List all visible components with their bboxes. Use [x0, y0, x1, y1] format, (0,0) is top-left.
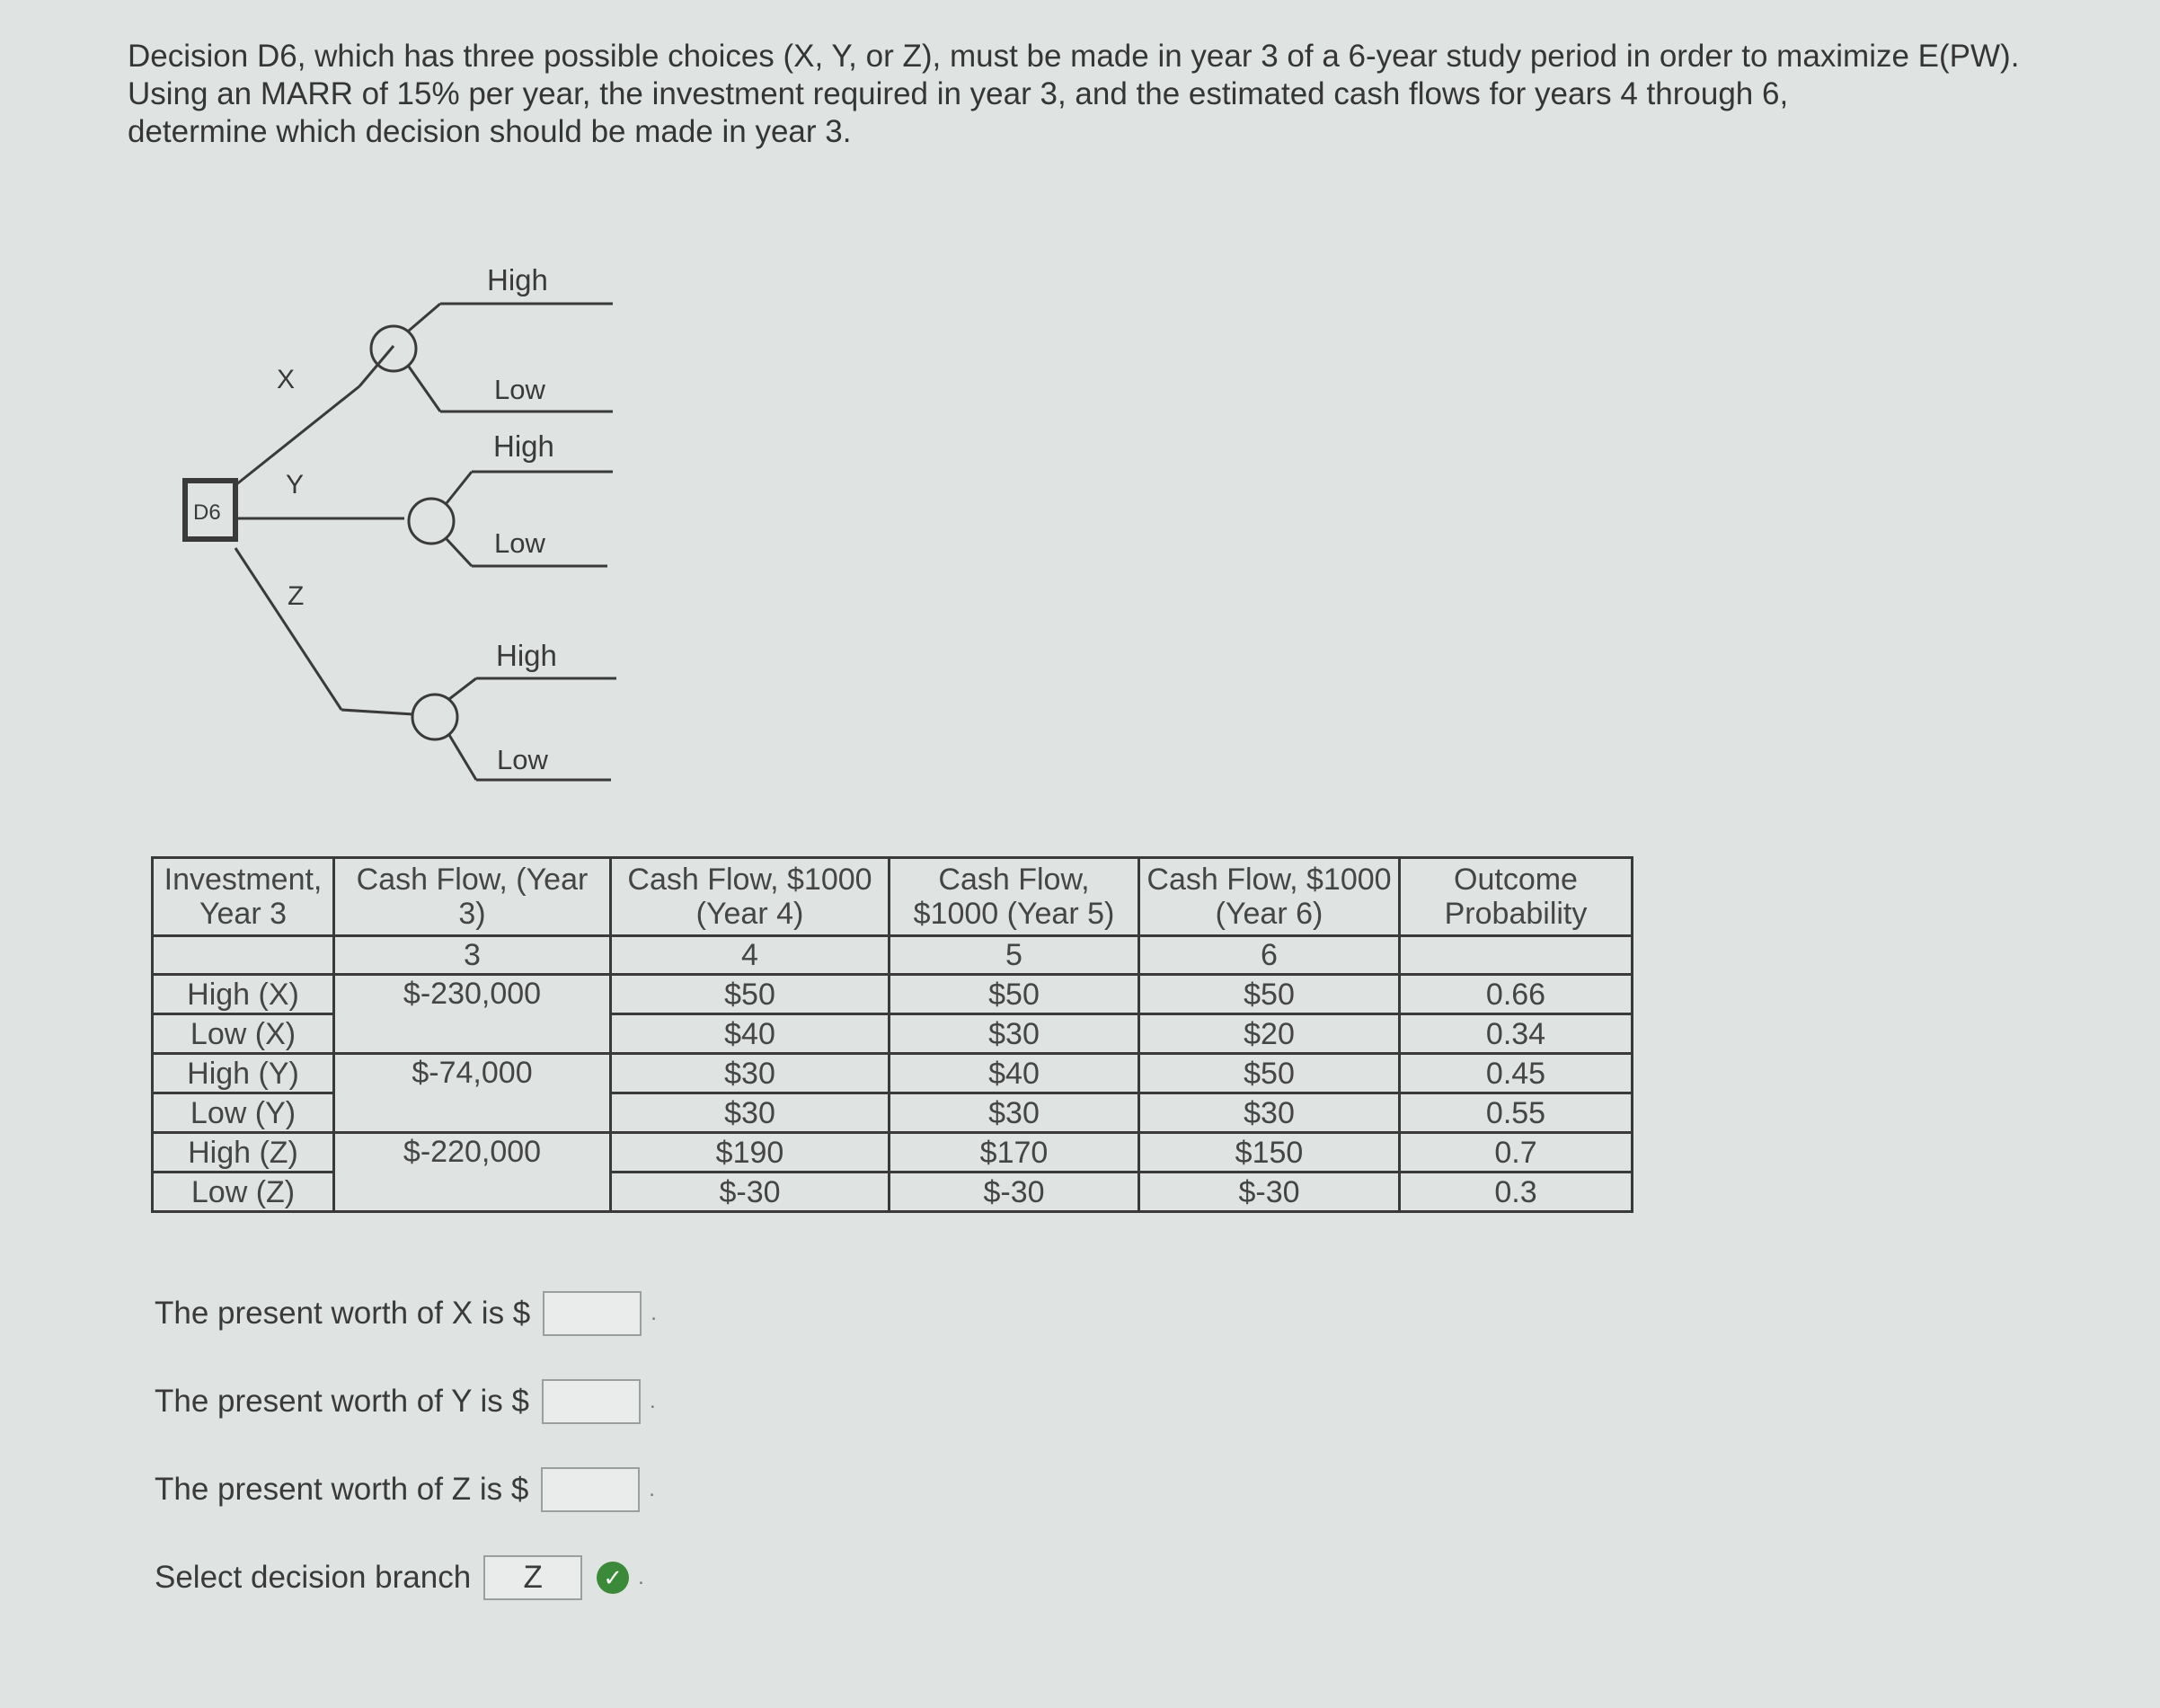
- year6-cell: $20: [1139, 1014, 1400, 1054]
- problem-line-2: Using an MARR of 15% per year, the investment required in year 3, and the estimated cash flows for years 4 through 6,: [128, 76, 1789, 111]
- year4-cell: $190: [611, 1133, 890, 1173]
- table-header-row: [153, 858, 1633, 936]
- year4-cell: $50: [611, 975, 890, 1014]
- answer-x-row: [155, 1288, 657, 1339]
- year5-cell: $170: [890, 1133, 1139, 1173]
- probability-cell: 0.66: [1400, 975, 1633, 1014]
- header-year4: Cash Flow, $1000 (Year 4): [611, 858, 890, 936]
- header-year3: Cash Flow, (Year 3): [334, 858, 611, 936]
- year6-cell: $30: [1139, 1093, 1400, 1133]
- y-low-label: Low: [494, 527, 545, 559]
- year4-cell: $30: [611, 1054, 890, 1093]
- row-label: Low (X): [153, 1014, 334, 1054]
- answer-y-input[interactable]: [542, 1379, 641, 1424]
- answer-z-row: [155, 1465, 655, 1515]
- period: .: [651, 1301, 657, 1325]
- subheader-cell: 4: [611, 936, 890, 975]
- chance-node-x: [371, 326, 416, 371]
- period: .: [638, 1565, 644, 1589]
- year5-cell: $30: [890, 1014, 1139, 1054]
- row-label: High (Z): [153, 1133, 334, 1173]
- year5-cell: $50: [890, 975, 1139, 1014]
- year4-cell: $-30: [611, 1173, 890, 1212]
- select-decision-row: [155, 1553, 644, 1603]
- header-year6: Cash Flow, $1000 (Year 6): [1139, 858, 1400, 936]
- table-row: [153, 975, 1633, 1014]
- probability-cell: 0.7: [1400, 1133, 1633, 1173]
- answer-y-label: The present worth of Y is $: [155, 1384, 529, 1419]
- chance-node-y: [409, 499, 454, 544]
- investment-cell: $-74,000: [334, 1054, 611, 1133]
- investment-cell: $-230,000: [334, 975, 611, 1054]
- year6-cell: $50: [1139, 975, 1400, 1014]
- row-label: Low (Y): [153, 1093, 334, 1133]
- z-high-label: High: [496, 639, 557, 672]
- probability-cell: 0.34: [1400, 1014, 1633, 1054]
- answer-z-label: The present worth of Z is $: [155, 1472, 529, 1507]
- branch-z-line: [235, 548, 341, 710]
- year5-cell: $-30: [890, 1173, 1139, 1212]
- year6-cell: $150: [1139, 1133, 1400, 1173]
- probability-cell: 0.55: [1400, 1093, 1633, 1133]
- branch-x-label: X: [277, 365, 296, 394]
- subheader-cell: 6: [1139, 936, 1400, 975]
- probability-cell: 0.3: [1400, 1173, 1633, 1212]
- table-row: [153, 1054, 1633, 1093]
- header-investment: Investment, Year 3: [153, 858, 334, 936]
- subheader-cell: [1400, 936, 1633, 975]
- answer-x-input[interactable]: [543, 1291, 642, 1336]
- answer-z-input[interactable]: [541, 1467, 640, 1512]
- year4-cell: $40: [611, 1014, 890, 1054]
- problem-line-1: Decision D6, which has three possible choices (X, Y, or Z), must be made in year 3 of a 6-year study period in order to maximize E(PW).: [128, 39, 2020, 74]
- period: .: [649, 1477, 655, 1501]
- x-low-label: Low: [494, 374, 545, 405]
- year5-cell: $40: [890, 1054, 1139, 1093]
- cash-flow-table: [151, 856, 1633, 1213]
- row-label: High (X): [153, 975, 334, 1014]
- z-low-label: Low: [497, 744, 548, 775]
- header-probability: Outcome Probability: [1400, 858, 1633, 936]
- year6-cell: $-30: [1139, 1173, 1400, 1212]
- table-subheader-row: [153, 936, 1633, 975]
- row-label: High (Y): [153, 1054, 334, 1093]
- problem-line-3: determine which decision should be made in year 3.: [128, 114, 852, 149]
- probability-cell: 0.45: [1400, 1054, 1633, 1093]
- year5-cell: $30: [890, 1093, 1139, 1133]
- year4-cell: $30: [611, 1093, 890, 1133]
- x-high-label: High: [487, 263, 548, 296]
- branch-z-label: Z: [288, 581, 305, 611]
- investment-cell: $-220,000: [334, 1133, 611, 1212]
- table-row: [153, 1133, 1633, 1173]
- chance-node-z: [412, 695, 457, 739]
- subheader-cell: 3: [334, 936, 611, 975]
- year6-cell: $50: [1139, 1054, 1400, 1093]
- select-decision-label: Select decision branch: [155, 1560, 472, 1595]
- header-year5: Cash Flow, $1000 (Year 5): [890, 858, 1139, 936]
- select-decision-dropdown[interactable]: Z: [483, 1555, 582, 1600]
- period: .: [650, 1389, 656, 1413]
- y-high-label: High: [493, 429, 554, 463]
- decision-label: D6: [193, 500, 221, 525]
- correct-check-icon: ✓: [597, 1562, 629, 1594]
- row-label: Low (Z): [153, 1173, 334, 1212]
- branch-y-label: Y: [286, 470, 305, 500]
- subheader-cell: 5: [890, 936, 1139, 975]
- subheader-cell: [153, 936, 334, 975]
- answer-x-label: The present worth of X is $: [155, 1296, 531, 1331]
- answer-y-row: [155, 1376, 656, 1427]
